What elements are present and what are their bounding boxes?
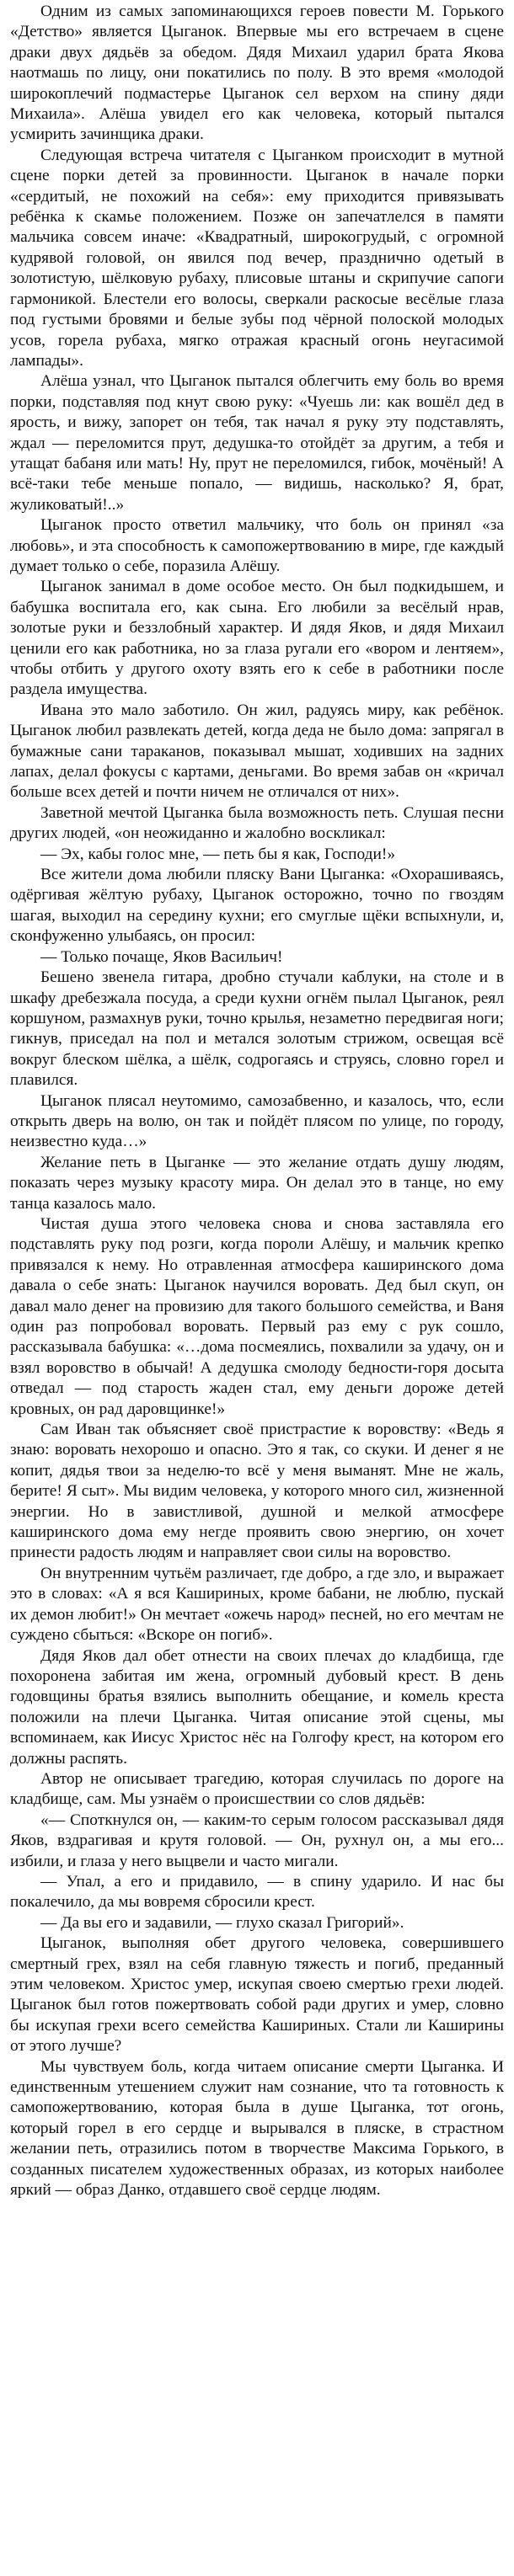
- paragraph-12: Цыганок плясал неутомимо, самозабвенно, и казалось, что, если открыть дверь на волю, он так и пойдёт плясом по улице, по городу, неизвестно куда…»: [10, 1091, 504, 1151]
- paragraph-16: Он внутренним чутьём различает, где добро, а где зло, и выражает это в словах: «А я вся Кашириных, кроме бабани, не люблю, пускай их демон любит!» Он мечтает «ожечь народ» песней, но его мечтам не суждено сбыться: «Вскоре он погиб».: [10, 1564, 504, 1645]
- paragraph-18: Автор не описывает трагедию, которая случилась по дороге на кладбище, сам. Мы узнаём о происшествии со слов дядьёв:: [10, 1769, 504, 1809]
- paragraph-17: Дядя Яков дал обет отнести на своих плечах до кладбища, где похоронена забитая им жена, огромный дубовый крест. В день годовщины братья взялись выполнить обещание, и комель креста положили на плечи Цыганка. Читая описание этой сцены, мы вспоминаем, как Иисус Христос нёс на Голгофу крест, на котором его должны распять.: [10, 1646, 504, 1768]
- paragraph-2: Следующая встреча читателя с Цыганком происходит в мутной сцене порки детей за провинности. Цыганок в начале порки «сердитый, не похожий на себя»: ему приходится привязывать ребёнка к скамье положением. Позже он запечатлелся в памяти мальчика совсем иначе: «Квадратный, широкогрудый, с огромной кудрявой головой, он явился под вечер, празднично одетый в золотистую, шёлковую рубаху, плисовые штаны и скрипучие сапоги гармоникой. Блестели его волосы, сверкали раскосые весёлые глаза под густыми бровями и белые зубы под чёрной полоской молодых усов, горела рубаха, мягко отражая красный огонь неугасимой лампады».: [10, 146, 504, 370]
- paragraph-6: Ивана это мало заботило. Он жил, радуясь миру, как ребёнок. Цыганок любил развлекать детей, когда деда не было дома: запрягал в бумажные сани тараканов, показывал мышат, ходивших на задних лапах, делал фокусы с картами, деньгами. Во время забав он «кричал больше всех детей и почти ничем не отличался от них».: [10, 701, 504, 802]
- paragraph-13: Желание петь в Цыганке — это желание отдать душу людям, показать через музыку красоту мира. Он делал это в танце, но ему танца казалось мало.: [10, 1153, 504, 1213]
- paragraph-7: Заветной мечтой Цыганка была возможность петь. Слушая песни других людей, «он неожиданно и жалобно воскликал:: [10, 803, 504, 843]
- paragraph-11: Бешено звенела гитара, дробно стучали каблуки, на столе и в шкафу дребезжала посуда, а среди кухни огнём пылал Цыганок, реял коршуном, размахнув руки, точно крылья, незаметно передвигая ноги; гикнув, приседал на пол и метался золотым стрижом, освещая всё вокруг блеском шёлка, а шёлк, содрогаясь и струясь, словно горел и плавился.: [10, 968, 504, 1090]
- paragraph-15: Сам Иван так объясняет своё пристрастие к воровству: «Ведь я знаю: воровать нехорошо и опасно. Это я так, со скуки. И денег я не копит, дядья твои за неделю-то всё у меня выманят. Мне не жаль, берите! Я сыт». Мы видим человека, у которого много сил, жизненной энергии. Но в завистливой, душной и мелкой атмосфере каширинского дома ему негде проявить свою энергию, он хочет принести радость людям и направляет свои силы на воровство.: [10, 1421, 504, 1562]
- paragraph-1: Одним из самых запоминающихся героев повести М. Горького «Детство» является Цыганок. Впервые мы его встречаем в сцене драки двух дядьёв за обедом. Дядя Михаил ударил брата Якова наотмашь по лицу, они покатились по полу. В это время «молодой широкоплечий подмастерье Цыганок сел верхом на спину дяди Михаила». Алёша увидел его как человека, который пытался усмирить зачинщика драки.: [10, 3, 504, 144]
- paragraph-22: Цыганок, выполняя обет другого человека, совершившего смертный грех, взял на себя главную тяжесть и погиб, преданный этим человеком. Христос умер, искупая своею смертью грехи людей. Цыганок был готов пожертвовать собой ради других и умер, словно бы искупая грехи всего семейства Кашириных. Стали ли Каширины от этого лучше?: [10, 1934, 504, 2056]
- paragraph-9: Все жители дома любили пляску Вани Цыганка: «Охорашиваясь, одёргивая жёлтую рубаху, Цыганок осторожно, точно по гвоздям шагая, выходил на середину кухни; его смуглые щёки вспыхнули, и, сконфуженно улыбаясь, он просил:: [10, 866, 504, 946]
- paragraph-23: Мы чувствуем боль, когда читаем описание смерти Цыганка. И единственным утешением служит нам сознание, что та готовность к самопожертвованию, которая была в душе Цыганка, тот огонь, который горел в его сердце и вырывался в пляске, в страстном желании петь, отразились потом в творчестве Максима Горького, в созданных писателем художественных образах, из которых наиболее яркий — образ Данко, отдавшего своё сердце людям.: [10, 2057, 504, 2200]
- paragraph-21: — Да вы его и задавили, — глухо сказал Григорий».: [40, 1913, 404, 1932]
- paragraph-3: Алёша узнал, что Цыганок пытался облегчить ему боль во время порки, подставляя под кнут свою руку: «Чуешь ли: как вошёл дед в ярость, и вижу, запорет он тебя, так начал я руку эту подставлять, ждал — переломится прут, дедушка-то отойдёт за другим, а тебя и утащат бабаня или мать! Ну, прут не переломился, гибок, мочёный! А всё-таки тебе меньше попало, — видишь, насколько? Я, брат, жуликоватый!..»: [10, 372, 504, 514]
- paragraph-5: Цыганок занимал в доме особое место. Он был подкидышем, и бабушка воспитала его, как сына. Его любили за весёлый нрав, золотые руки и беззлобный характер. И дядя Яков, и дядя Михаил ценили его как работника, но за глаза ругали его «вором и лентяем», чтобы отбить у другого охоту взять его к себе в работники после раздела имущества.: [10, 578, 504, 699]
- paragraph-14: Чистая душа этого человека снова и снова заставляла его подставлять руку под розги, когда пороли Алёшу, и мальчик крепко привязался к нему. Но отравленная атмосфера каширинского дома давала о себе знать: Цыганок научился воровать. Дед был скуп, он давал мало денег на провизию для такого большого семейства, и Ваня один раз попробовал воровать. Первый раз ему с рук сошло, рассказывала бабушка: «…дома посмеялись, похвалили за удачу, он и взял воровство в обычай! А дедушка смолоду бедности-горя досыта отведал — под старость жаден стал, ему деньги дороже детей кровных, он рад даровщинке!»: [10, 1214, 504, 1418]
- paragraph-4: Цыганок просто ответил мальчику, что боль он принял «за любовь», и эта способность к самопожертвованию в мире, где каждый думает только о себе, поразила Алёшу.: [10, 516, 504, 575]
- paragraph-8: — Эх, кабы голос мне, — петь бы я как, Господи!»: [40, 845, 396, 863]
- paragraph-19: «— Споткнулся он, — каким-то серым голосом рассказывал дядя Яков, вздрагивая и крутя головой. — Он, рухнул он, а мы его... избили, и глаза у него выцвели и часто мигали.: [10, 1811, 504, 1870]
- paragraph-10: — Только почаще, Яков Васильич!: [40, 947, 283, 966]
- paragraph-20: — Упал, а его и придавило, — в спину ударило. И нас бы покалечило, да мы вовремя сбросили крест.: [10, 1872, 504, 1912]
